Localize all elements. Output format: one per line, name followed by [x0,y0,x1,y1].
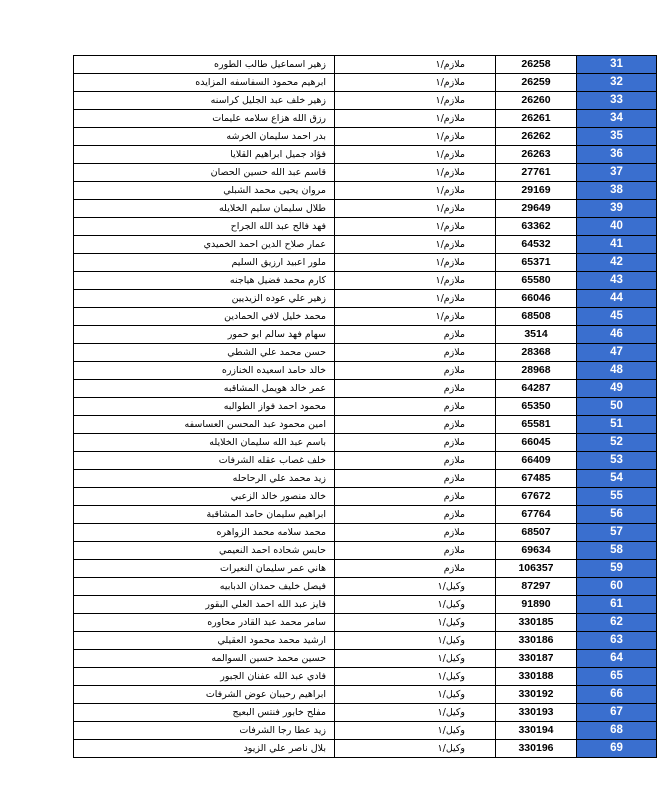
rank-cell: وكيل/١ [335,614,496,632]
table-row [74,326,657,344]
number-cell: 64287 [496,380,577,398]
number-cell: 66409 [496,452,577,470]
number-cell: 106357 [496,560,577,578]
number-cell: 29649 [496,200,577,218]
index-cell: 46 [577,326,657,344]
table-row [74,182,657,200]
number-cell: 26259 [496,74,577,92]
index-cell: 62 [577,614,657,632]
table-row [74,92,657,110]
number-cell: 330196 [496,740,577,758]
table-row [74,686,657,704]
name-cell: كارم محمد فضيل هياجنه [74,272,335,290]
name-cell: فادي عبد الله عفنان الجبور [74,668,335,686]
rank-cell: وكيل/١ [335,632,496,650]
table-row [74,74,657,92]
table-row [74,470,657,488]
name-cell: سهام فهد سالم ابو حمور [74,326,335,344]
number-cell: 63362 [496,218,577,236]
index-cell: 56 [577,506,657,524]
index-cell: 69 [577,740,657,758]
number-cell: 330185 [496,614,577,632]
index-cell: 35 [577,128,657,146]
name-cell: محمد سلامه محمد الزواهره [74,524,335,542]
number-cell: 67764 [496,506,577,524]
number-cell: 28368 [496,344,577,362]
number-cell: 26258 [496,56,577,74]
name-cell: عمار صلاح الدين احمد الخميدي [74,236,335,254]
name-cell: محمد خليل لافي الحمادين [74,308,335,326]
index-cell: 45 [577,308,657,326]
rank-cell: ملازم/١ [335,164,496,182]
name-cell: ارشيد محمد محمود العقيلي [74,632,335,650]
name-cell: ابراهيم رحيبان عوض الشرفات [74,686,335,704]
name-cell: زيد محمد علي الرحاحله [74,470,335,488]
rank-cell: ملازم [335,470,496,488]
number-cell: 67672 [496,488,577,506]
number-cell: 64532 [496,236,577,254]
name-cell: حسن محمد علي الشطي [74,344,335,362]
name-cell: بلال ناصر علي الزيود [74,740,335,758]
rank-cell: ملازم [335,380,496,398]
rank-cell: ملازم/١ [335,218,496,236]
table-row [74,362,657,380]
index-cell: 38 [577,182,657,200]
number-cell: 66045 [496,434,577,452]
rank-cell: ملازم/١ [335,308,496,326]
index-cell: 60 [577,578,657,596]
rank-cell: ملازم/١ [335,110,496,128]
number-cell: 330187 [496,650,577,668]
table-row [74,452,657,470]
rank-cell: وكيل/١ [335,596,496,614]
index-cell: 37 [577,164,657,182]
name-cell: رزق الله هزاع سلامه عليمات [74,110,335,128]
index-cell: 49 [577,380,657,398]
index-cell: 53 [577,452,657,470]
number-cell: 67485 [496,470,577,488]
index-cell: 39 [577,200,657,218]
number-cell: 26261 [496,110,577,128]
name-cell: حسين محمد حسين السوالمه [74,650,335,668]
number-cell: 3514 [496,326,577,344]
table-row [74,506,657,524]
rank-cell: ملازم/١ [335,254,496,272]
index-cell: 47 [577,344,657,362]
table-row [74,146,657,164]
rank-cell: ملازم/١ [335,128,496,146]
name-cell: خالد حامد اسعيده الخنازره [74,362,335,380]
number-cell: 87297 [496,578,577,596]
rank-cell: ملازم/١ [335,236,496,254]
rank-cell: ملازم [335,398,496,416]
index-cell: 54 [577,470,657,488]
number-cell: 91890 [496,596,577,614]
index-cell: 67 [577,704,657,722]
name-cell: فايز عبد الله احمد العلي البقور [74,596,335,614]
index-cell: 55 [577,488,657,506]
name-cell: هاني عمر سليمان النعيرات [74,560,335,578]
name-cell: ابراهيم سليمان حامد المشاقبة [74,506,335,524]
number-cell: 330188 [496,668,577,686]
index-cell: 68 [577,722,657,740]
number-cell: 65581 [496,416,577,434]
index-cell: 48 [577,362,657,380]
name-cell: مروان يحيى محمد الشبلي [74,182,335,200]
table-row [74,740,657,758]
rank-cell: ملازم/١ [335,92,496,110]
table-row [74,578,657,596]
number-cell: 330186 [496,632,577,650]
rank-cell: ملازم/١ [335,74,496,92]
index-cell: 36 [577,146,657,164]
rank-cell: ملازم/١ [335,272,496,290]
name-cell: قاسم عبد الله حسين الحصان [74,164,335,182]
table-row [74,290,657,308]
rank-cell: وكيل/١ [335,578,496,596]
table-row [74,236,657,254]
name-cell: فؤاد جميل ابراهيم القلايا [74,146,335,164]
rank-cell: ملازم [335,416,496,434]
number-cell: 27761 [496,164,577,182]
name-cell: خالد منصور خالد الزعبي [74,488,335,506]
rank-cell: ملازم [335,506,496,524]
rank-cell: ملازم [335,452,496,470]
rank-cell: ملازم/١ [335,146,496,164]
number-cell: 65350 [496,398,577,416]
index-cell: 33 [577,92,657,110]
name-cell: زهير علي عوده الزيديين [74,290,335,308]
number-cell: 330193 [496,704,577,722]
index-cell: 32 [577,74,657,92]
number-cell: 65371 [496,254,577,272]
table-row [74,614,657,632]
rank-cell: ملازم [335,344,496,362]
index-cell: 34 [577,110,657,128]
rank-cell: ملازم/١ [335,56,496,74]
name-cell: مفلح خابور فنتس البعيج [74,704,335,722]
name-cell: زيد عطا رجا الشرفات [74,722,335,740]
name-cell: طلال سليمان سليم الخلايله [74,200,335,218]
name-cell: زهير خلف عبد الجليل كراسنه [74,92,335,110]
rank-cell: وكيل/١ [335,650,496,668]
rank-cell: ملازم [335,488,496,506]
rank-cell: ملازم/١ [335,182,496,200]
name-cell: امين محمود عبد المحسن العساسفه [74,416,335,434]
index-cell: 59 [577,560,657,578]
index-cell: 44 [577,290,657,308]
number-cell: 26260 [496,92,577,110]
rank-cell: وكيل/١ [335,740,496,758]
table-row [74,218,657,236]
table-row [74,650,657,668]
table-row [74,704,657,722]
number-cell: 330194 [496,722,577,740]
index-cell: 66 [577,686,657,704]
rank-cell: وكيل/١ [335,704,496,722]
index-cell: 57 [577,524,657,542]
number-cell: 65580 [496,272,577,290]
table-row [74,560,657,578]
name-cell: فهد فالح عبد الله الجراح [74,218,335,236]
rank-cell: وكيل/١ [335,668,496,686]
name-cell: ابرهيم محمود السفاسفه المزايده [74,74,335,92]
number-cell: 68507 [496,524,577,542]
rank-cell: ملازم [335,326,496,344]
personnel-list-sheet [73,55,623,758]
table-row [74,56,657,74]
table-row [74,380,657,398]
table-row [74,164,657,182]
number-cell: 68508 [496,308,577,326]
table-row [74,272,657,290]
index-cell: 41 [577,236,657,254]
name-cell: بدر احمد سليمان الخرشه [74,128,335,146]
number-cell: 28968 [496,362,577,380]
number-cell: 26262 [496,128,577,146]
number-cell: 69634 [496,542,577,560]
index-cell: 40 [577,218,657,236]
personnel-table [73,55,657,758]
rank-cell: ملازم [335,542,496,560]
table-row [74,542,657,560]
table-row [74,596,657,614]
index-cell: 63 [577,632,657,650]
rank-cell: وكيل/١ [335,686,496,704]
number-cell: 26263 [496,146,577,164]
index-cell: 42 [577,254,657,272]
name-cell: فيصل خليف حمدان الدبابيه [74,578,335,596]
index-cell: 50 [577,398,657,416]
rank-cell: ملازم [335,560,496,578]
rank-cell: ملازم [335,362,496,380]
table-row [74,524,657,542]
table-row [74,416,657,434]
rank-cell: ملازم/١ [335,200,496,218]
index-cell: 61 [577,596,657,614]
name-cell: عمر خالد هويمل المشاقبه [74,380,335,398]
index-cell: 65 [577,668,657,686]
rank-cell: وكيل/١ [335,722,496,740]
table-row [74,200,657,218]
table-row [74,434,657,452]
index-cell: 43 [577,272,657,290]
index-cell: 58 [577,542,657,560]
index-cell: 64 [577,650,657,668]
table-row [74,110,657,128]
name-cell: خلف غصاب عقله الشرفات [74,452,335,470]
table-row [74,308,657,326]
name-cell: زهير اسماعيل طالب الطوره [74,56,335,74]
personnel-table-body [74,56,657,758]
name-cell: ملور اعبيد ارزيق السليم [74,254,335,272]
index-cell: 31 [577,56,657,74]
name-cell: حابس شحاده احمد النعيمي [74,542,335,560]
table-row [74,128,657,146]
number-cell: 29169 [496,182,577,200]
table-row [74,722,657,740]
index-cell: 51 [577,416,657,434]
name-cell: سامر محمد عبد القادر محاوره [74,614,335,632]
rank-cell: ملازم/١ [335,290,496,308]
table-row [74,254,657,272]
name-cell: محمود احمد فواز الطوالبه [74,398,335,416]
name-cell: باسم عبد الله سليمان الخلايله [74,434,335,452]
table-row [74,344,657,362]
rank-cell: ملازم [335,524,496,542]
rank-cell: ملازم [335,434,496,452]
table-row [74,668,657,686]
table-row [74,632,657,650]
number-cell: 66046 [496,290,577,308]
table-row [74,488,657,506]
table-row [74,398,657,416]
index-cell: 52 [577,434,657,452]
number-cell: 330192 [496,686,577,704]
